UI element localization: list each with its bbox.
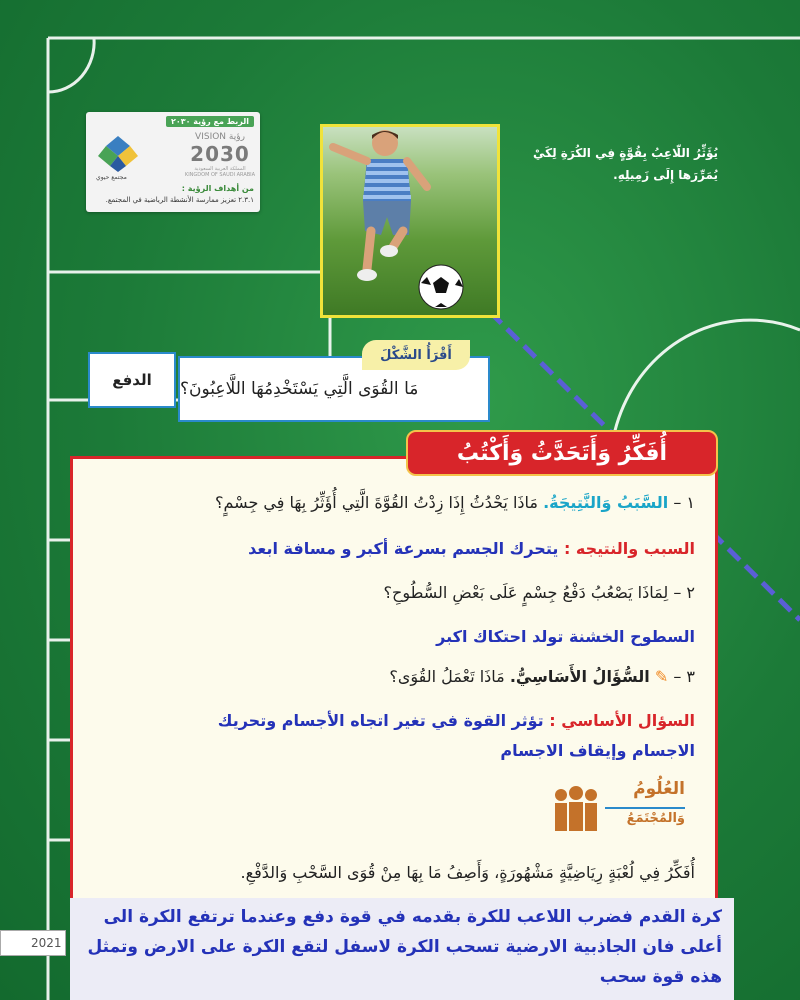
boy-illustration [323,127,497,315]
footer-year: 2021 [0,930,66,956]
science-subtitle: وَالمُجْتَمَعُ [626,811,685,826]
vision-2030-badge [86,112,260,212]
pencil-icon: ✎ [654,667,669,686]
vision-logo: VISION رؤية 2030 المملكة العربية السعودية KINGDOM OF SAUDI ARABIA [184,132,256,178]
sport-prompt: أُفَكِّرُ فِي لُعْبَةٍ رِيَاضِيَّةٍ مَشْهُورَةٍ، وَأَصِفُ مَا بِهَا مِنْ قُوَى السَّحْبِ وَالدَّفْعِ. [240,863,695,882]
photo-caption: يُؤَثِّرُ اللّاعِبُ بِقُوَّةٍ فِي الكُرَةِ لِكَيْ يُمَرِّرَها إِلَى زَمِيلِهِ. [532,146,718,182]
science-divider [605,807,685,809]
question-3: ٣ – ✎ السُّؤَالُ الأَسَاسِيُّ. مَاذَا تَعْمَلُ القُوَى؟ [389,667,695,686]
people-icon [551,785,601,833]
community-label: مجتمع حيوي [96,174,127,181]
answer-2: السطوح الخشنة تولد احتكاك اكبر [436,627,695,646]
question-2: ٢ – لِمَاذَا يَصْعُبُ دَفْعُ جِسْمٍ عَلَى بَعْضِ السُّطُوحِ؟ [383,583,695,602]
student-answer-text: كرة القدم فضرب اللاعب للكرة بقدمه في قوة دفع وعندما ترتفع الكرة الى أعلى فان الجاذبية الارضية تسحب الكرة لاسفل لتقع الكرة على الارض وتمثل هذه قوة سحب [87,907,722,987]
student-answer-box [70,898,734,1000]
science-society-badge [551,779,691,839]
push-answer-box: الدفع [88,352,176,408]
question-1: ١ – السَّبَبُ وَالنَّتِيجَةُ. مَاذَا يَحْدُثُ إِذَا زِدْتُ القُوَّةَ الَّتِي أُؤَثِّرُ بِهَا فِي جِسْمٍ؟ [215,493,695,512]
vision-tag: الربط مع رؤية ٢٠٣٠ [166,116,254,127]
read-shape-label: أَقْرَأُ الشَّكْلَ [362,340,470,370]
science-title: العُلُومُ [633,779,685,799]
read-shape-question: مَا القُوَى الَّتِي يَسْتَخْدِمُهَا اللَّاعِبُونَ؟ [178,356,490,422]
think-talk-write-banner: أُفَكِّرُ وَأَتَحَدَّثُ وَأَكْتُبُ [406,430,718,476]
vision-goals-title: من أهداف الرؤية : [181,184,254,193]
answer-3-continued: الاجسام وإيقاف الاجسام [500,741,695,760]
boy-kicking-ball-photo [320,124,500,318]
answer-1: السبب والنتيجه : يتحرك الجسم بسرعة أكبر و مسافة ابعد [248,539,695,558]
community-logo-icon [96,132,140,172]
vision-goal-text: ٢.٣.١ تعزيز ممارسة الأنشطة الرياضية في المجتمع. [105,196,254,204]
answer-3: السؤال الأساسي : تؤثر القوة في تغير اتجاه الأجسام وتحريك [217,711,695,730]
